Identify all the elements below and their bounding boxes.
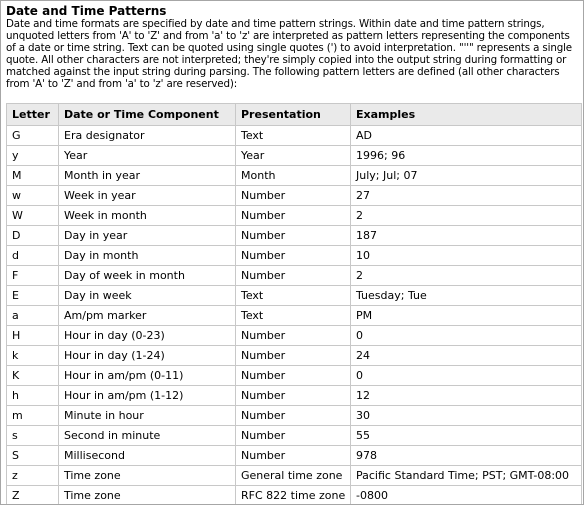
table-row bbox=[7, 246, 582, 266]
cell-presentation: Text bbox=[236, 126, 351, 146]
cell-component: Hour in day (0-23) bbox=[59, 326, 236, 346]
cell-example: July; Jul; 07 bbox=[351, 166, 582, 186]
cell-example: 27 bbox=[351, 186, 582, 206]
section-description: Date and time formats are specified by date and time pattern strings. Within date and time pattern strings, unquoted letters from 'A' to 'Z' and from 'a' to 'z' are interpreted as pattern letters representing the components of a date or time string. Text can be quoted using single quotes (') to avoid interpretation. "''" represents a single quote. All other characters are not interpreted; they're simply copied into the output string during formatting or matched against the input string during parsing. The following pattern letters are defined (all other characters from 'A' to 'Z' and from 'a' to 'z' are reserved): bbox=[6, 18, 572, 90]
cell-component: Week in year bbox=[59, 186, 236, 206]
cell-component: Millisecond bbox=[59, 446, 236, 466]
cell-component: Time zone bbox=[59, 486, 236, 506]
cell-example: Tuesday; Tue bbox=[351, 286, 582, 306]
cell-letter: a bbox=[7, 306, 59, 326]
section-title: Date and Time Patterns bbox=[6, 4, 167, 18]
cell-presentation: Number bbox=[236, 266, 351, 286]
cell-presentation: Number bbox=[236, 186, 351, 206]
cell-letter: d bbox=[7, 246, 59, 266]
table-row bbox=[7, 426, 582, 446]
cell-letter: S bbox=[7, 446, 59, 466]
cell-component: Hour in am/pm (1-12) bbox=[59, 386, 236, 406]
header-presentation: Presentation bbox=[236, 104, 351, 126]
cell-presentation: Number bbox=[236, 326, 351, 346]
cell-example: 187 bbox=[351, 226, 582, 246]
table-row bbox=[7, 226, 582, 246]
header-component: Date or Time Component bbox=[59, 104, 236, 126]
cell-example: 1996; 96 bbox=[351, 146, 582, 166]
cell-example: Pacific Standard Time; PST; GMT-08:00 bbox=[351, 466, 582, 486]
table-row bbox=[7, 206, 582, 226]
cell-example: AD bbox=[351, 126, 582, 146]
cell-presentation: Number bbox=[236, 206, 351, 226]
cell-component: Minute in hour bbox=[59, 406, 236, 426]
cell-example: 10 bbox=[351, 246, 582, 266]
table-row bbox=[7, 306, 582, 326]
cell-letter: Z bbox=[7, 486, 59, 506]
table-row bbox=[7, 126, 582, 146]
cell-component: Year bbox=[59, 146, 236, 166]
cell-presentation: Month bbox=[236, 166, 351, 186]
cell-letter: E bbox=[7, 286, 59, 306]
table-row bbox=[7, 386, 582, 406]
cell-presentation: Year bbox=[236, 146, 351, 166]
table-row bbox=[7, 266, 582, 286]
cell-letter: D bbox=[7, 226, 59, 246]
cell-example: -0800 bbox=[351, 486, 582, 506]
cell-example: PM bbox=[351, 306, 582, 326]
cell-example: 30 bbox=[351, 406, 582, 426]
pattern-letters-table bbox=[6, 103, 582, 505]
cell-example: 55 bbox=[351, 426, 582, 446]
header-letter: Letter bbox=[7, 104, 59, 126]
cell-letter: F bbox=[7, 266, 59, 286]
cell-presentation: Text bbox=[236, 286, 351, 306]
cell-letter: s bbox=[7, 426, 59, 446]
cell-presentation: Number bbox=[236, 446, 351, 466]
cell-component: Second in minute bbox=[59, 426, 236, 446]
table-row bbox=[7, 486, 582, 506]
cell-presentation: RFC 822 time zone bbox=[236, 486, 351, 506]
table-row bbox=[7, 146, 582, 166]
header-examples: Examples bbox=[351, 104, 582, 126]
cell-letter: K bbox=[7, 366, 59, 386]
table-row bbox=[7, 166, 582, 186]
cell-letter: h bbox=[7, 386, 59, 406]
cell-example: 2 bbox=[351, 266, 582, 286]
cell-presentation: Number bbox=[236, 226, 351, 246]
cell-example: 978 bbox=[351, 446, 582, 466]
table-row bbox=[7, 446, 582, 466]
cell-presentation: Number bbox=[236, 346, 351, 366]
cell-example: 0 bbox=[351, 326, 582, 346]
cell-presentation: Number bbox=[236, 366, 351, 386]
cell-presentation: Number bbox=[236, 386, 351, 406]
cell-component: Time zone bbox=[59, 466, 236, 486]
cell-letter: k bbox=[7, 346, 59, 366]
cell-component: Day in week bbox=[59, 286, 236, 306]
cell-presentation: Number bbox=[236, 246, 351, 266]
table-row bbox=[7, 466, 582, 486]
table-header-row bbox=[7, 104, 582, 126]
cell-component: Era designator bbox=[59, 126, 236, 146]
table-row bbox=[7, 406, 582, 426]
table-row bbox=[7, 366, 582, 386]
cell-component: Am/pm marker bbox=[59, 306, 236, 326]
cell-component: Week in month bbox=[59, 206, 236, 226]
cell-letter: w bbox=[7, 186, 59, 206]
cell-component: Day of week in month bbox=[59, 266, 236, 286]
cell-letter: H bbox=[7, 326, 59, 346]
cell-component: Hour in am/pm (0-11) bbox=[59, 366, 236, 386]
cell-presentation: General time zone bbox=[236, 466, 351, 486]
cell-presentation: Number bbox=[236, 406, 351, 426]
cell-presentation: Number bbox=[236, 426, 351, 446]
cell-example: 12 bbox=[351, 386, 582, 406]
cell-presentation: Text bbox=[236, 306, 351, 326]
cell-letter: z bbox=[7, 466, 59, 486]
cell-letter: G bbox=[7, 126, 59, 146]
table-row bbox=[7, 286, 582, 306]
cell-component: Day in month bbox=[59, 246, 236, 266]
table-row bbox=[7, 346, 582, 366]
table-row bbox=[7, 326, 582, 346]
table-body bbox=[7, 126, 582, 506]
cell-example: 24 bbox=[351, 346, 582, 366]
cell-component: Day in year bbox=[59, 226, 236, 246]
cell-letter: y bbox=[7, 146, 59, 166]
cell-letter: W bbox=[7, 206, 59, 226]
table-row bbox=[7, 186, 582, 206]
cell-component: Month in year bbox=[59, 166, 236, 186]
cell-letter: m bbox=[7, 406, 59, 426]
cell-letter: M bbox=[7, 166, 59, 186]
cell-component: Hour in day (1-24) bbox=[59, 346, 236, 366]
cell-example: 0 bbox=[351, 366, 582, 386]
cell-example: 2 bbox=[351, 206, 582, 226]
